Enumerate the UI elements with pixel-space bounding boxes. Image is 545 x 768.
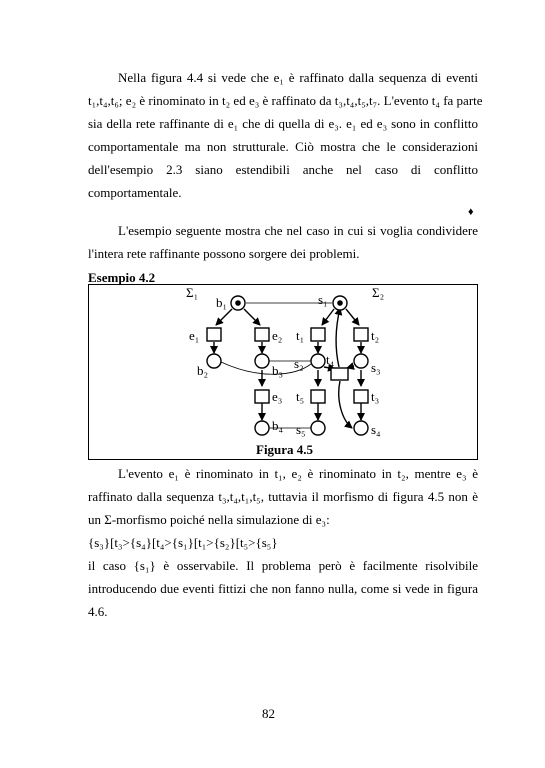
text-line: 4.6.: [88, 604, 108, 619]
transition-t2: [354, 328, 368, 341]
text-line: il caso {s₁} è osservabile. Il problema però è facilmente risolvibile: [88, 558, 478, 573]
page-number: 82: [262, 706, 275, 721]
transition-t4: [331, 368, 348, 380]
arc-s1-t1: [322, 309, 334, 325]
token-b1: [235, 300, 241, 306]
place-b4: [255, 421, 269, 435]
transition-e2: [255, 328, 269, 341]
text-line: comportamentale ma non strutturale. Ciò mostra che le considerazioni: [88, 139, 478, 154]
arc-t4-s1: [336, 308, 340, 367]
label-e3: e₃: [272, 389, 283, 404]
place-b2: [207, 354, 221, 368]
text-line: t₁,t₄,t₆; e₂ è rinominato in t₂ ed e₃ è raffinato da t₃,t₄,t₅,t₇. L'evento t₄ fa parte: [88, 93, 483, 108]
paragraph-3: [88, 462, 478, 623]
label-s3: s₃: [371, 360, 381, 375]
text-line: un Σ-morfismo poiché nella simulazione di e₃:: [88, 512, 330, 527]
text-line: l'intera rete raffinante possono sorgere dei problemi.: [88, 246, 360, 261]
text-line: raffinato dalla sequenza t₃,t₄,t₁,t₅, tuttavia il morfismo di figura 4.5 non è: [88, 489, 478, 504]
text-line: comportamentale.: [88, 185, 182, 200]
transition-t3: [354, 390, 368, 403]
transition-t1: [311, 328, 325, 341]
label-s4: s₄: [371, 422, 381, 437]
places: [207, 296, 368, 435]
label-b2: b₂: [197, 363, 209, 378]
text-line: L'esempio seguente mostra che nel caso in cui si voglia condividere: [118, 223, 478, 238]
label-t1: t₁: [296, 328, 305, 343]
label-e1: e₁: [189, 328, 200, 343]
arc-b1-e1: [216, 309, 232, 325]
label-s1: s₁: [318, 292, 328, 307]
label-sigma1: Σ₁: [186, 285, 199, 300]
label-t5: t₅: [296, 389, 305, 404]
text-line: sia della rete raffinante di e₁ che di quella di e₃. e₁ ed e₃ sono in conflitto: [88, 116, 478, 131]
arc-s1-t2: [346, 309, 359, 325]
label-b1: b₁: [216, 295, 228, 310]
label-t4: t₄: [326, 352, 335, 367]
transitions: [207, 328, 368, 403]
figure-caption: Figura 4.5: [256, 442, 314, 457]
transition-t5: [311, 390, 325, 403]
transition-e3: [255, 390, 269, 403]
place-b3: [255, 354, 269, 368]
place-s4: [354, 421, 368, 435]
place-s3: [354, 354, 368, 368]
label-sigma2: Σ₂: [372, 285, 385, 300]
label-b3: b₃: [272, 363, 284, 378]
text-line: dell'esempio 2.3 siano estendibili anche nel caso di conflitto: [88, 162, 478, 177]
label-s5: s₅: [296, 422, 306, 437]
arc-b1-e2: [244, 309, 260, 325]
transition-e1: [207, 328, 221, 341]
text-line: introducendo due eventi fittizi che non fanno nulla, come si vede in figura: [88, 581, 478, 596]
place-s5: [311, 421, 325, 435]
label-e2: e₂: [272, 328, 283, 343]
token-s1: [337, 300, 343, 306]
label-t2: t₂: [371, 328, 380, 343]
text-line: L'evento e₁ è rinominato in t₁, e₂ è rinominato in t₂, mentre e₃ è: [118, 466, 478, 481]
label-s2: s₂: [294, 356, 304, 371]
text-line: Nella figura 4.4 si vede che e₁ è raffinato dalla sequenza di eventi: [118, 70, 478, 85]
label-b4: b₄: [272, 418, 284, 433]
formula-line: {s₃}[t₃>{s₄}[t₄>{s₁}[t₁>{s₂}[t₅>{s₅}: [88, 535, 278, 550]
label-t3: t₃: [371, 389, 380, 404]
example-title: Esempio 4.2: [88, 270, 156, 285]
place-s2: [311, 354, 325, 368]
arc-t4-s4: [339, 381, 352, 428]
end-of-example-marker: ♦: [468, 206, 474, 218]
